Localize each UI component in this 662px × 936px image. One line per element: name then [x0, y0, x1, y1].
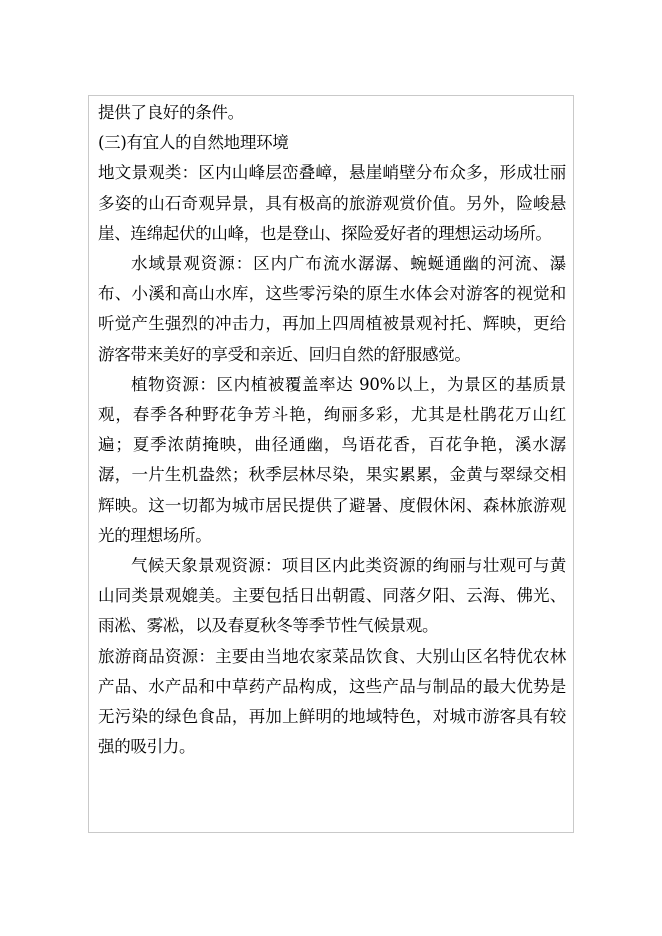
paragraph-conditions-end: 提供了良好的条件。: [98, 103, 244, 122]
paragraph-plant-resources: 植物资源：区内植被覆盖率达 90%以上，为景区的基质景观，春季各种野花争芳斗艳，绚丽多彩，尤其是杜鹃花万山红遍；夏季浓荫掩映，曲径通幽，鸟语花香，百花争艳，溪水潺潺，一片生机盎然；秋季层林尽染，果实累累，金黄与翠绿交相辉映。这一切都为城市居民提供了避暑、度假休闲、森林旅游观光的理想场所。: [98, 374, 566, 545]
paragraph-landform-landscape: 地文景观类：区内山峰层峦叠嶂，悬崖峭壁分布众多，形成壮丽多姿的山石奇观异景，具有极高的旅游观赏价值。另外，险峻悬崖、连绵起伏的山峰，也是登山、探险爱好者的理想运动场所。: [98, 163, 566, 243]
section-heading-natural-environment: (三)有宜人的自然地理环境: [98, 133, 289, 153]
document-body: [98, 98, 566, 762]
paragraph-climate-landscape: 气候天象景观资源：项目区内此类资源的绚丽与壮观可与黄山同类景观媲美。主要包括日出朝霞、同落夕阳、云海、佛光、雨凇、雾凇，以及春夏秋冬等季节性气候景观。: [98, 556, 566, 636]
paragraph-water-landscape: 水域景观资源：区内广布流水潺潺、蜿蜒通幽的河流、瀑布、小溪和高山水库，这些零污染的原生水体会对游客的视觉和听觉产生强烈的冲击力，再加上四周植被景观衬托、辉映，更给游客带来美好的享受和亲近、回归自然的舒服感觉。: [98, 254, 566, 364]
paragraph-tourism-products: 旅游商品资源：主要由当地农家菜品饮食、大别山区名特优农林产品、水产品和中草药产品构成，这些产品与制品的最大优势是无污染的绿色食品，再加上鲜明的地域特色，对城市游客具有较强的吸引力。: [98, 646, 566, 757]
